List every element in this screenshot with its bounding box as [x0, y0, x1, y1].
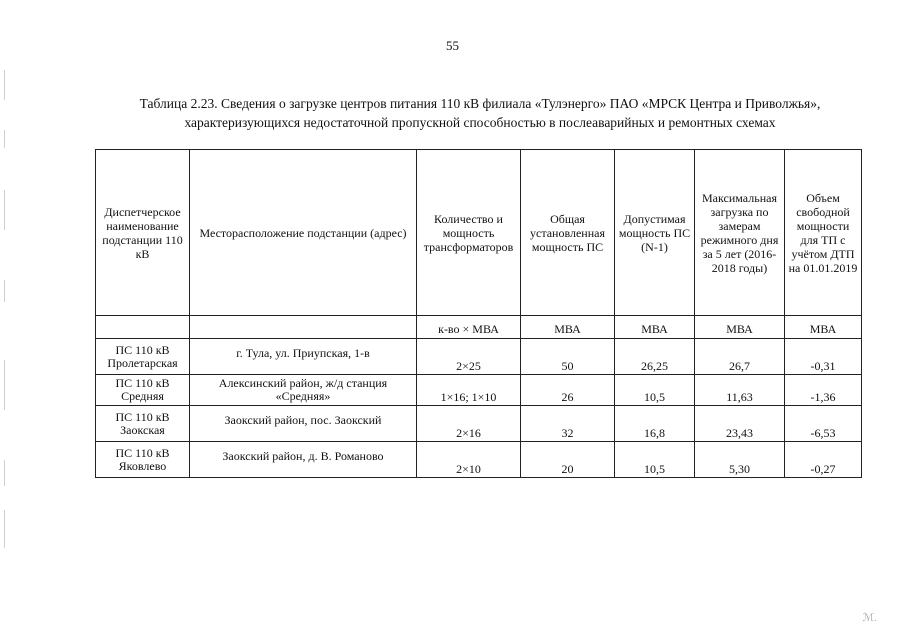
- scan-edge-marks: [4, 70, 6, 550]
- header-row: [96, 150, 862, 316]
- table-row: [96, 339, 862, 375]
- caption-line-2: характеризующихся недостаточной пропускной способностью в послеаварийных и ремонтных схемах: [184, 115, 776, 130]
- header-cell: Максимальная загрузка по замерам режимного дня за 5 лет (2016- 2018 годы): [695, 150, 785, 316]
- substation-address: Заокский район, д. В. Романово: [190, 442, 417, 478]
- allowed-power-value: 10,5: [615, 442, 695, 478]
- substation-address: г. Тула, ул. Приупская, 1-в: [190, 339, 417, 375]
- unit-cell: [190, 316, 417, 339]
- table-caption: [60, 94, 900, 132]
- substation-address: Заокский район, пос. Заокский: [190, 406, 417, 442]
- max-load-value: 5,30: [695, 442, 785, 478]
- page-number: 55: [446, 38, 459, 53]
- transformers-value: 1×16; 1×10: [417, 375, 521, 406]
- unit-cell: МВА: [615, 316, 695, 339]
- total-power-value: 50: [521, 339, 615, 375]
- unit-cell: к-во × МВА: [417, 316, 521, 339]
- max-load-value: 23,43: [695, 406, 785, 442]
- substation-address: Алексинский район, ж/д станция «Средняя»: [190, 375, 417, 406]
- units-row: [96, 316, 862, 339]
- total-power-value: 26: [521, 375, 615, 406]
- header-cell: Месторасположение подстанции (адрес): [190, 150, 417, 316]
- free-power-value: -0,31: [785, 339, 862, 375]
- substation-name: ПС 110 кВ Заокская: [96, 406, 190, 442]
- free-power-value: -1,36: [785, 375, 862, 406]
- free-power-value: -6,53: [785, 406, 862, 442]
- corner-mark: ℳ.: [862, 612, 877, 624]
- total-power-value: 20: [521, 442, 615, 478]
- unit-cell: МВА: [695, 316, 785, 339]
- allowed-power-value: 10,5: [615, 375, 695, 406]
- unit-cell: [96, 316, 190, 339]
- allowed-power-value: 26,25: [615, 339, 695, 375]
- header-cell: Диспетчерское наименование подстанции 110 кВ: [96, 150, 190, 316]
- total-power-value: 32: [521, 406, 615, 442]
- free-power-value: -0,27: [785, 442, 862, 478]
- substation-load-table: [95, 149, 862, 478]
- transformers-value: 2×10: [417, 442, 521, 478]
- transformers-value: 2×25: [417, 339, 521, 375]
- unit-cell: МВА: [785, 316, 862, 339]
- table-row: [96, 375, 862, 406]
- table-row: [96, 442, 862, 478]
- caption-line-1: Таблица 2.23. Сведения о загрузке центров питания 110 кВ филиала «Тулэнерго» ПАО «МРСК Центра и Приволжья»,: [139, 96, 821, 111]
- header-cell: Количество и мощность трансформаторов: [417, 150, 521, 316]
- transformers-value: 2×16: [417, 406, 521, 442]
- table-row: [96, 406, 862, 442]
- substation-name: ПС 110 кВ Средняя: [96, 375, 190, 406]
- allowed-power-value: 16,8: [615, 406, 695, 442]
- max-load-value: 26,7: [695, 339, 785, 375]
- max-load-value: 11,63: [695, 375, 785, 406]
- header-cell: Объем свободной мощности для ТП с учётом ДТП на 01.01.2019: [785, 150, 862, 316]
- unit-cell: МВА: [521, 316, 615, 339]
- substation-name: ПС 110 кВ Яковлево: [96, 442, 190, 478]
- header-cell: Общая установленная мощность ПС: [521, 150, 615, 316]
- header-cell: Допустимая мощность ПС (N-1): [615, 150, 695, 316]
- substation-name: ПС 110 кВ Пролетарская: [96, 339, 190, 375]
